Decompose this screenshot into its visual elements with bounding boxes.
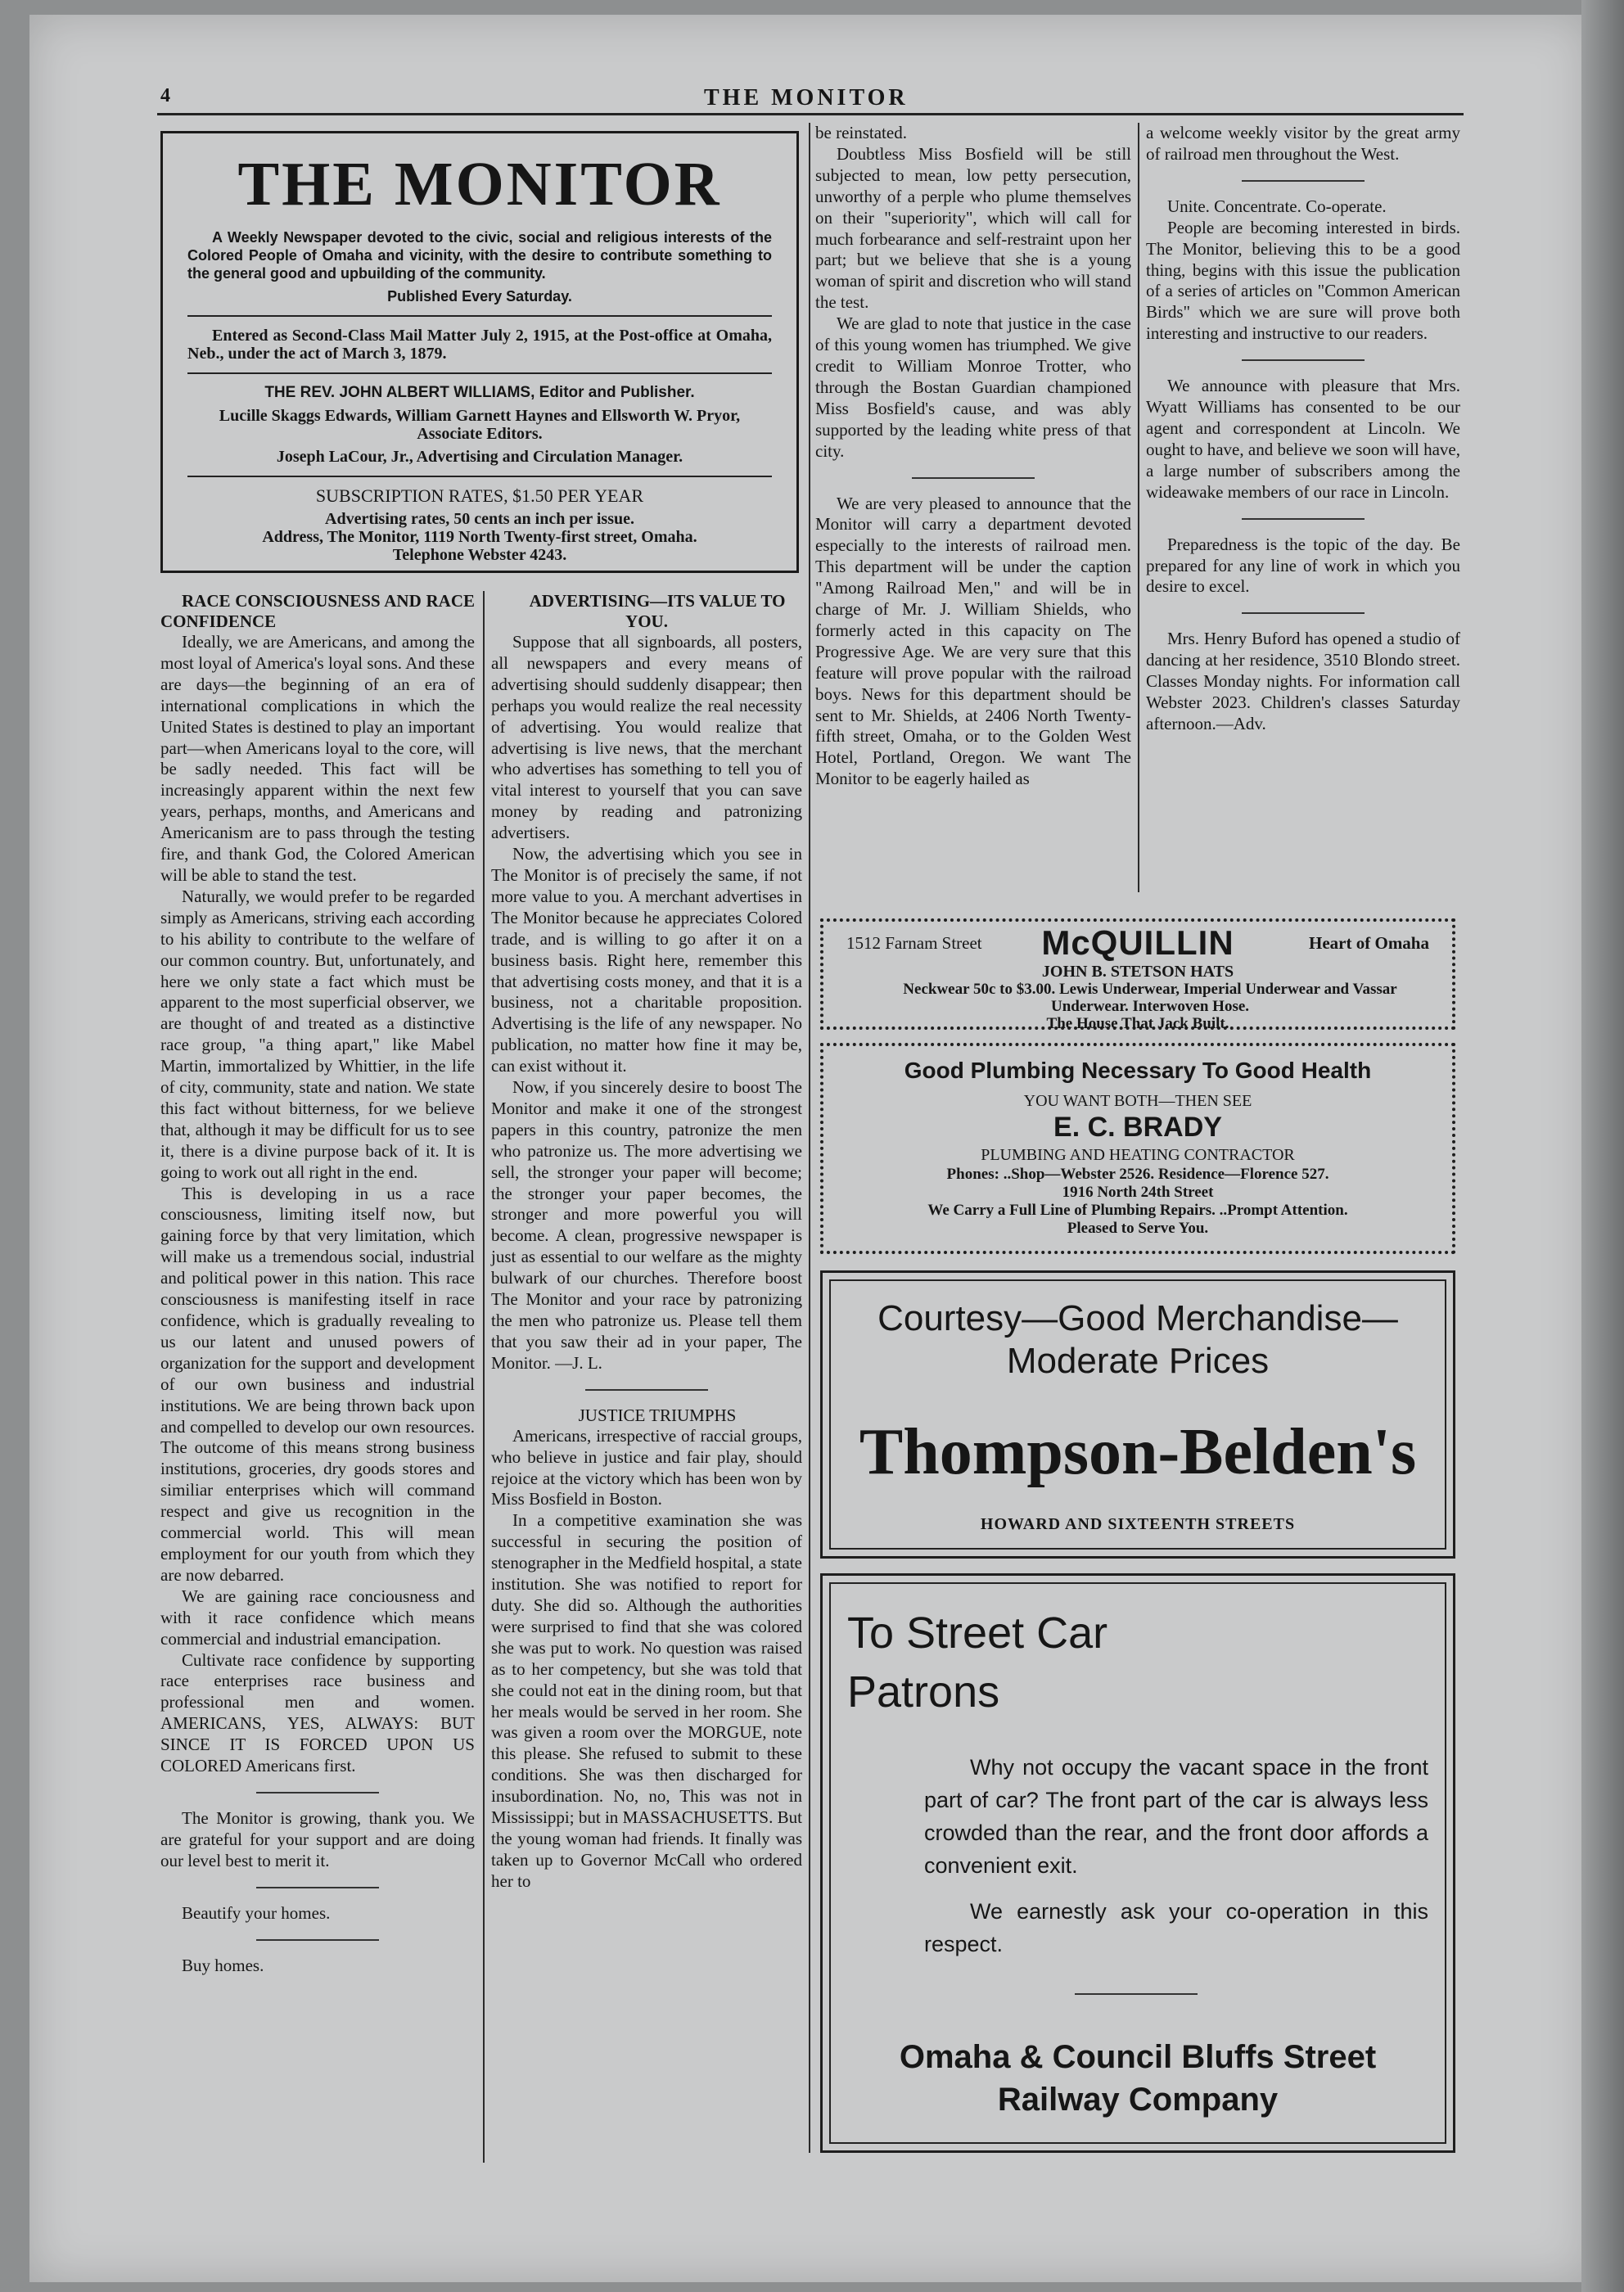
column-rule bbox=[809, 123, 810, 2153]
article-heading: JUSTICE TRIUMPHS bbox=[578, 1405, 737, 1425]
ad-headline: To Street Car bbox=[847, 1608, 1108, 1658]
article-paragraph: The Monitor is growing, thank you. We are grateful for your support and are doing our level best to merit it. bbox=[160, 1807, 475, 1870]
section-rule bbox=[912, 477, 1035, 479]
ad-paragraph: We earnestly ask your co-operation in this respect. bbox=[924, 1899, 1428, 1956]
ad-line: Neckwear 50c to $3.00. Lewis Underwear, Imperial Underwear and Vassar Underwear. Interwoven Hose. bbox=[903, 981, 1397, 1015]
column-2 bbox=[491, 591, 802, 1893]
ad-line: 1916 North 24th Street bbox=[1062, 1184, 1214, 1201]
article-paragraph: Buy homes. bbox=[182, 1955, 264, 1975]
article-paragraph: In a competitive examination she was successful in securing the position of stenographer in the Medfield hospital, a state institution. She was notified to report for duty. She did so. Although the authorities were surprised to find that she was colored she was put to work. No question was raised as to her competency, but she was told that she could not eat in the dining room, but that her meals would be served in her room. She was given a room over the MORGUE, note this please. She refused to submit to these conditions. She was then discharged for insubordination. No, no, This was not in Mississippi; but in MASSACHUSETTS. But the young woman had friends. It finally was taken up to Governor McCall who ordered her to bbox=[491, 1510, 802, 1891]
article-paragraph: Americans, irrespective of raccial groups, who believe in justice and fair play, should rejoice at the victory which has been won by Miss Bosfield in Boston. bbox=[491, 1425, 802, 1509]
ad-rule bbox=[1075, 1993, 1198, 1995]
ad-line: JOHN B. STETSON HATS bbox=[1041, 963, 1234, 981]
section-rule bbox=[1242, 612, 1365, 614]
ad-line: YOU WANT BOTH—THEN SEE bbox=[1023, 1092, 1252, 1110]
ad-headline: Good Plumbing Necessary To Good Health bbox=[904, 1058, 1372, 1083]
ad-line: Pleased to Serve You. bbox=[1067, 1220, 1209, 1237]
article-paragraph: We announce with pleasure that Mrs. Wyatt Williams has consented to be our agent and correspondent at Lincoln. We ought to have, and believe we soon will have, a large number of subscribers among the wideawake members of our race in Lincoln. bbox=[1146, 376, 1460, 502]
section-rule bbox=[1242, 518, 1365, 520]
article-paragraph: Preparedness is the topic of the day. Be prepared for any line of work in which you desire to excel. bbox=[1146, 534, 1460, 597]
column-rule bbox=[1138, 123, 1139, 892]
ad-street-car bbox=[820, 1573, 1455, 2153]
article-paragraph: Now, if you sincerely desire to boost The Monitor and make it one of the strongest papers in this country, patronize the men who patronize us. The more advertising we sell, the stronger your paper will become; the stronger your paper becomes, the stronger and more powerful you will become. A clean, progressive newspaper is just as essential to our welfare as the mighty bulwark of our churches. Therefore boost The Monitor and your race by patronizing the men who patronize us. Please tell them that you saw their ad in your paper, The Monitor. —J. L. bbox=[491, 1077, 802, 1373]
article-paragraph: Suppose that all signboards, all posters, all newspapers and every means of advertising should suddenly disappear; then perhaps you would realize the real necessity of advertising. You would realize that advertising is live news, that the merchant who advertises has something to tell you of vital interest to yourself that you can save money by reading and patronizing advertisers. bbox=[491, 632, 802, 843]
column-3 bbox=[815, 123, 1131, 790]
masthead-published: Published Every Saturday. bbox=[387, 288, 572, 305]
masthead-telephone: Telephone Webster 4243. bbox=[392, 546, 567, 564]
ad-line: Moderate Prices bbox=[1006, 1341, 1270, 1381]
ad-address: HOWARD AND SIXTEENTH STREETS bbox=[980, 1515, 1296, 1533]
masthead-divider bbox=[187, 372, 772, 374]
article-paragraph: a welcome weekly visitor by the great army of railroad men throughout the West. bbox=[1146, 123, 1460, 164]
article-paragraph: Doubtless Miss Bosfield will be still subjected to mean, low petty persecution, unworthy of a perple who plume themselves on their "superiority", which will call for much forbearance and self-restraint upon her part; but we believe that she is a young woman of spirit and discretion who will stand the test. bbox=[815, 143, 1131, 313]
section-rule bbox=[256, 1939, 379, 1941]
ad-line: PLUMBING AND HEATING CONTRACTOR bbox=[981, 1146, 1295, 1164]
article-paragraph: Naturally, we would prefer to be regarded simply as Americans, striving each according to his ability to contribute to the welfare of our common country. But, unfortunately, and here we only state a fact which must be apparent to the most superficial observer, we are thought of and treated as a distinctive race group, "a thing apart," like Mabel Martin, immortalized by Whittier, in the life of city, community, state and nation. We state this fact without bitterness, for we believe that, although it may be difficult for us to see it, there is a divine purpose back of it. It is going to work out all right in the end. bbox=[160, 886, 475, 1182]
section-rule bbox=[256, 1792, 379, 1793]
article-paragraph: be reinstated. bbox=[815, 123, 907, 142]
ad-company-name: Railway Company bbox=[997, 2082, 1279, 2118]
section-rule bbox=[1242, 180, 1365, 182]
article-paragraph: This is developing in us a race consciousness, limiting itself now, but gaining force by that very limitation, which will make us a tremendous social, industrial and political power in this nation. This race consciousness is manifesting itself in race confidence, which is gradually revealing to us our latent and unused powers of organization for the support and development of our own business and industrial institutions. We are being thrown back upon and compelled to develop our own resources. The outcome of this means strong business institutions, groceries, dry goods stores and similiar enterprises which will command respect and give us recognition in the commercial world. This will mean employment for our youth from which they are now debarred. bbox=[160, 1183, 475, 1585]
article-paragraph: Unite. Concentrate. Co-operate. bbox=[1167, 196, 1387, 216]
ad-store-name: McQUILLIN bbox=[1041, 923, 1234, 962]
running-head: THE MONITOR bbox=[704, 85, 909, 111]
masthead-box bbox=[160, 131, 799, 573]
page-number: 4 bbox=[160, 85, 170, 106]
article-paragraph: Mrs. Henry Buford has opened a studio of dancing at her residence, 3510 Blondo street. Classes Monday nights. For information call Webster 2023. Children's classes Saturday afternoon.—Adv. bbox=[1146, 629, 1460, 733]
masthead-adrates: Advertising rates, 50 cents an inch per issue. bbox=[325, 510, 634, 528]
article-heading: RACE CONSCIOUSNESS AND RACE CONFIDENCE bbox=[160, 591, 475, 631]
header-rule bbox=[157, 113, 1464, 115]
masthead-associates: Lucille Skaggs Edwards, William Garnett Haynes and Ellsworth W. Pryor, Associate Editors. bbox=[219, 407, 741, 443]
article-paragraph: Beautify your homes. bbox=[182, 1902, 331, 1923]
ad-company-name: Omaha & Council Bluffs Street bbox=[899, 2039, 1377, 2075]
ad-line: Phones: ..Shop—Webster 2526. Residence—Florence 527. bbox=[946, 1166, 1329, 1183]
masthead-subscription: SUBSCRIPTION RATES, $1.50 PER YEAR bbox=[315, 485, 644, 506]
ad-tagline: Heart of Omaha bbox=[1309, 933, 1429, 953]
column-rule bbox=[483, 591, 485, 2163]
section-rule bbox=[1242, 359, 1365, 361]
ad-thompson-belden bbox=[820, 1270, 1455, 1559]
column-4 bbox=[1146, 123, 1460, 735]
ad-line: The House That Jack Built. bbox=[1046, 1015, 1229, 1032]
masthead-description: A Weekly Newspaper devoted to the civic, social and religious interests of the Colored People of Omaha and vicinity, with the desire to contribute something to the general good and upbuilding of the community. bbox=[187, 229, 772, 282]
masthead-title: THE MONITOR bbox=[237, 150, 722, 219]
article-paragraph: We are very pleased to announce that the Monitor will carry a department devoted especially to the interests of railroad men. This department will be under the caption "Among Railroad Men," and will be in charge of Mr. J. William Shields, who formerly acted in this capacity on The Progressive Age. We are very sure that this feature will prove popular with the railroad boys. News for this department should be sent to Mr. Shields, at 2406 North Twenty-fifth street, Omaha, or to the Golden West Hotel, Portland, Oregon. We want The Monitor to be eagerly hailed as bbox=[815, 493, 1131, 789]
masthead-address: Address, The Monitor, 1119 North Twenty-first street, Omaha. bbox=[262, 528, 697, 546]
masthead-divider bbox=[187, 476, 772, 477]
column-1 bbox=[160, 591, 475, 1976]
ad-mcquillin bbox=[820, 918, 1455, 1030]
article-paragraph: People are becoming interested in birds. The Monitor, believing this to be a good thing, begins with this issue the publication of a series of articles on "Common American Birds" which we are sure will prove both interesting and instructive to our readers. bbox=[1146, 217, 1460, 344]
ad-line: Courtesy—Good Merchandise— bbox=[877, 1298, 1398, 1338]
article-heading: ADVERTISING—ITS VALUE TO YOU. bbox=[529, 591, 786, 631]
masthead-divider bbox=[187, 315, 772, 317]
ad-store-name: E. C. BRADY bbox=[1053, 1112, 1222, 1143]
article-paragraph: Cultivate race confidence by supporting race enterprises race business and professional men and women. AMERICANS, YES, ALWAYS: BUT SINCE IT IS FORCED UPON US COLORED Americans first. bbox=[160, 1649, 475, 1776]
masthead-entered: Entered as Second-Class Mail Matter July 2, 1915, at the Post-office at Omaha, Neb., under the act of March 3, 1879. bbox=[187, 327, 772, 363]
masthead-editor: THE REV. JOHN ALBERT WILLIAMS, Editor and Publisher. bbox=[264, 384, 695, 401]
ad-headline: Patrons bbox=[847, 1667, 1000, 1717]
ad-paragraph: Why not occupy the vacant space in the front part of car? The front part of the car is always less crowded than the rear, and the front door affords a convenient exit. bbox=[924, 1755, 1428, 1878]
ad-line: We Carry a Full Line of Plumbing Repairs. ..Prompt Attention. bbox=[927, 1202, 1348, 1219]
page-edge bbox=[1581, 0, 1624, 2292]
article-paragraph: Ideally, we are Americans, and among the most loyal of America's loyal sons. And these are days—the beginning of an era of international complications in which the United States is destined to play an important part—when Americans loyal to the core, will be sadly needed. This fact will be increasingly apparent within the next few years, perhaps, months, and Americans and Americanism are to pass through the testing fire, and thank God, the Colored American will be able to stand the test. bbox=[160, 632, 475, 885]
ad-address: 1512 Farnam Street bbox=[846, 933, 982, 953]
section-rule bbox=[256, 1887, 379, 1888]
article-paragraph: We are glad to note that justice in the case of this young women has triumphed. We give credit to William Monroe Trotter, who through the Bostan Guardian championed Miss Bosfield's cause, and was ably supported by the leading white press of that city. bbox=[815, 314, 1131, 461]
masthead-manager: Joseph LaCour, Jr., Advertising and Circulation Manager. bbox=[276, 448, 683, 466]
article-paragraph: We are gaining race conciousness and with it race confidence which means commercial and industrial emancipation. bbox=[160, 1586, 475, 1649]
section-rule bbox=[585, 1389, 708, 1391]
article-paragraph: Now, the advertising which you see in The Monitor is of precisely the same, if not more value to you. A merchant advertises in The Monitor because he appreciates Colored trade, and is willing to go after it on a business basis. Right here, remember this that advertising costs money, and that it is a business, not a charitable proposition. Advertising is the life of any newspaper. No publication, no matter how fine it may be, can exist without it. bbox=[491, 844, 802, 1076]
ad-brady bbox=[820, 1043, 1455, 1254]
ad-store-name: Thompson-Belden's bbox=[859, 1416, 1417, 1488]
